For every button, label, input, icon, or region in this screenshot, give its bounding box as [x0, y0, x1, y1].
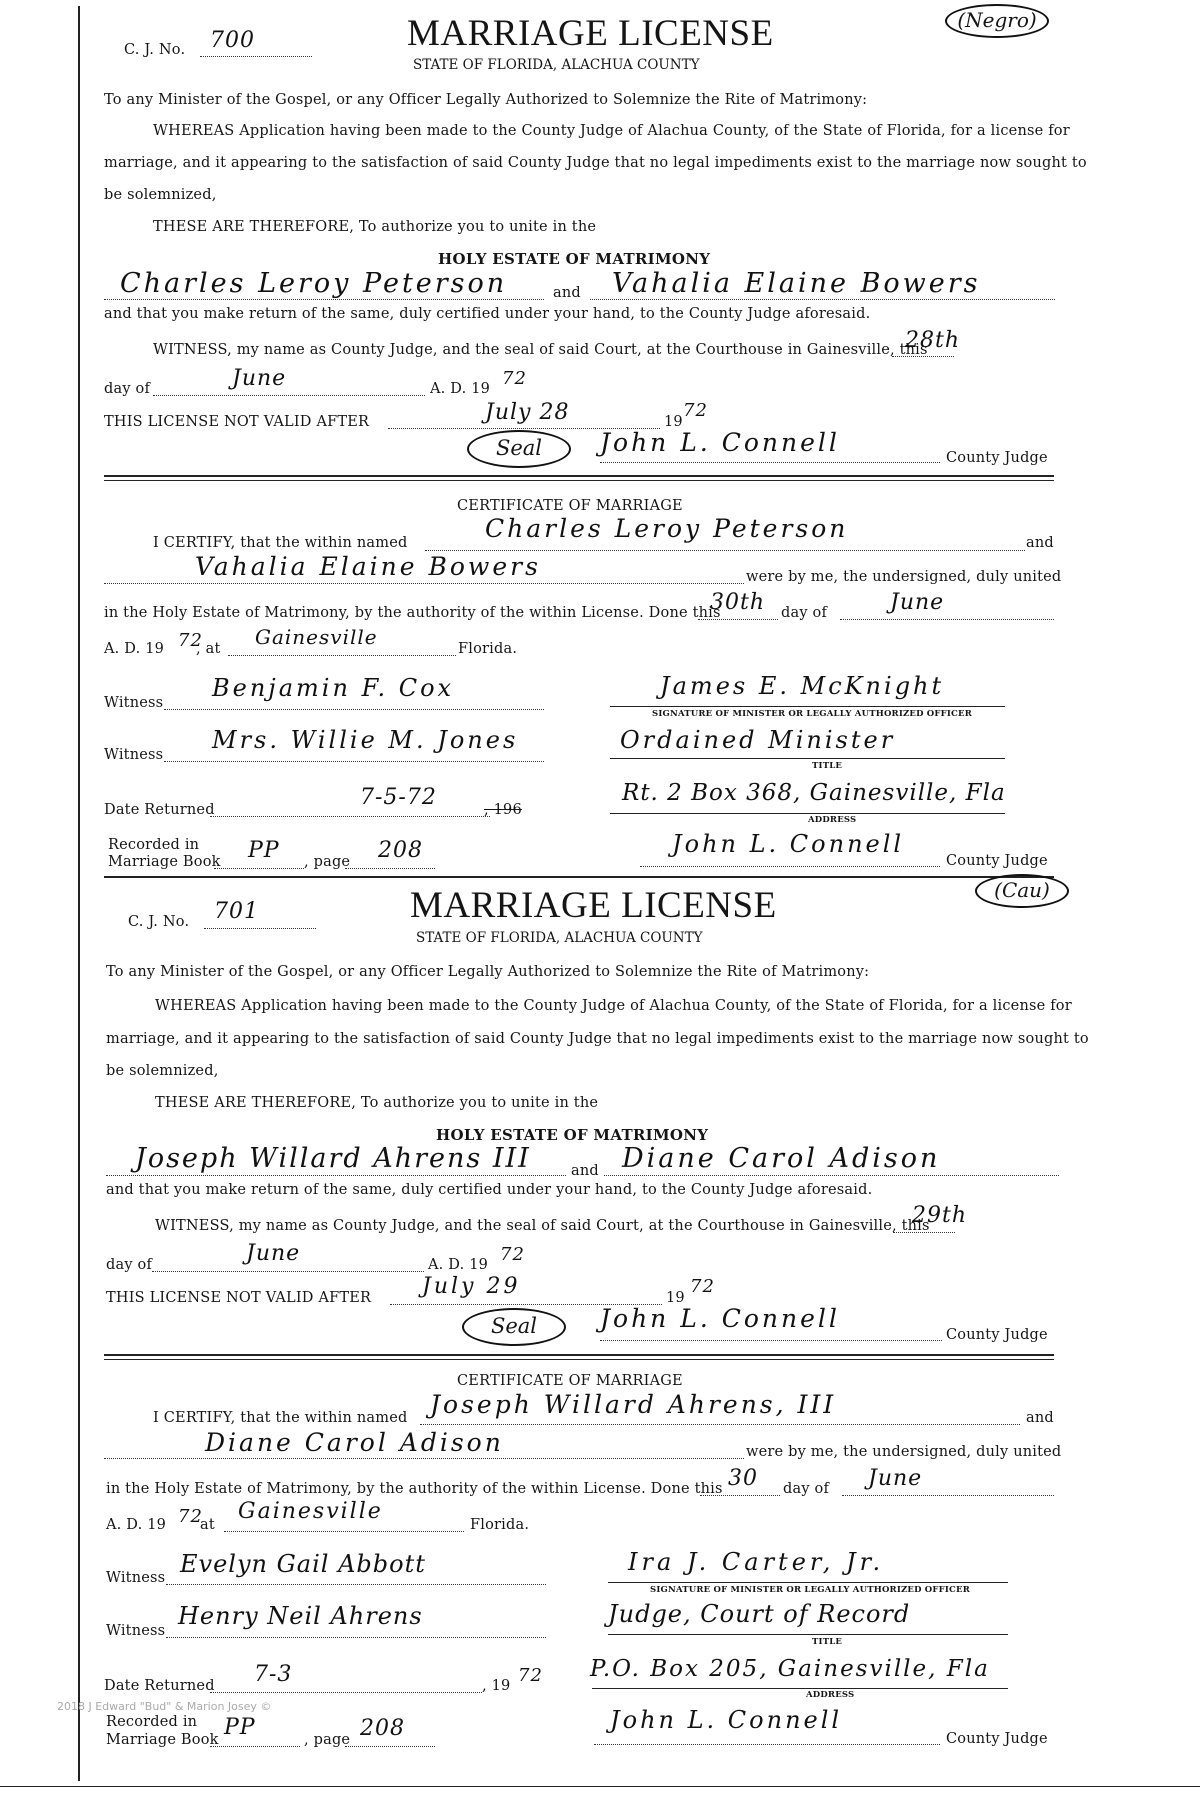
- seal-mark: Seal: [467, 430, 571, 468]
- witness-1-signature: Benjamin F. Cox: [212, 674, 455, 702]
- witness-1-line: [166, 1584, 546, 1585]
- page-left-border: [78, 6, 80, 1781]
- return-line: and that you make return of the same, duly certified under your hand, to the County Judge aforesaid.: [106, 1182, 873, 1198]
- recorder-signature: John L. Connell: [610, 1706, 843, 1734]
- holy-authority-line: in the Holy Estate of Matrimony, by the authority of the within License. Done this: [104, 605, 721, 621]
- witness-1-label: Witness: [104, 695, 164, 711]
- officer-address-line: [610, 813, 1005, 814]
- whereas-line-1: WHEREAS Application having been made to the County Judge of Alachua County, of the State of Florida, for a license for: [155, 998, 1072, 1014]
- therefore-line: THESE ARE THEREFORE, To authorize you to unite in the: [155, 1095, 599, 1111]
- judge-signature-line: [600, 462, 940, 463]
- address-caption: ADDRESS: [808, 815, 857, 825]
- witness-month-line: [153, 395, 425, 396]
- not-valid-date: July 28: [485, 400, 570, 425]
- not-valid-19: 19: [664, 414, 683, 430]
- bride-name: Vahalia Elaine Bowers: [612, 268, 981, 299]
- united-line: were by me, the undersigned, duly united: [746, 569, 1062, 585]
- date-returned-suffix: , 196: [484, 802, 522, 818]
- united-line: were by me, the undersigned, duly united: [746, 1444, 1062, 1460]
- license-separator: [104, 876, 1054, 878]
- license-subtitle: STATE OF FLORIDA, ALACHUA COUNTY: [413, 57, 700, 73]
- done-day: 30th: [710, 590, 766, 615]
- date-returned-label: Date Returned: [104, 802, 215, 818]
- seal-mark: Seal: [462, 1308, 566, 1346]
- whereas-line-2: marriage, and it appearing to the satisfaction of said County Judge that no legal impediments exist to the marriage now sought to: [106, 1031, 1089, 1047]
- address-line: To any Minister of the Gospel, or any Officer Legally Authorized to Solemnize the Rite of Matrimony:: [104, 92, 868, 108]
- witness-2-label: Witness: [106, 1623, 166, 1639]
- done-day: 30: [728, 1466, 758, 1491]
- done-month: June: [890, 590, 945, 615]
- book-line: [214, 868, 304, 869]
- cert-bride: Vahalia Elaine Bowers: [195, 552, 541, 581]
- done-day-line: [698, 619, 778, 620]
- officer-title-value: Ordained Minister: [620, 726, 896, 754]
- page-label: , page: [304, 854, 351, 870]
- bride-line: [590, 299, 1055, 300]
- witness-year: 72: [502, 368, 527, 389]
- cj-number-line: [204, 928, 316, 929]
- bride-name: Diane Carol Adison: [622, 1143, 941, 1174]
- whereas-line-3: be solemnized,: [106, 1063, 219, 1079]
- witness-1-line: [164, 709, 544, 710]
- witness-2-label: Witness: [104, 747, 164, 763]
- witness-year: 72: [500, 1244, 525, 1265]
- cj-number-label: C. J. No.: [128, 914, 190, 930]
- cert-groom-line: [420, 1424, 1020, 1425]
- recorder-line: [594, 1744, 940, 1745]
- page-label: , page: [304, 1732, 351, 1748]
- recorder-caption: County Judge: [946, 853, 1048, 869]
- ad-label: A. D. 19: [428, 1257, 489, 1273]
- done-month-line: [842, 1495, 1054, 1496]
- marriage-book-label: Marriage Book: [108, 854, 221, 870]
- cert-and-label: and: [1026, 1410, 1054, 1426]
- done-day-of-label: day of: [781, 605, 828, 621]
- and-label: and: [571, 1163, 599, 1179]
- cert-groom-line: [425, 550, 1025, 551]
- judge-signature: John L. Connell: [600, 428, 840, 457]
- cert-groom: Joseph Willard Ahrens, III: [430, 1390, 837, 1419]
- date-returned-year: 72: [518, 1665, 543, 1686]
- page-value: 208: [360, 1716, 405, 1741]
- certify-line: I CERTIFY, that the within named: [153, 535, 408, 551]
- officer-caption: SIGNATURE OF MINISTER OR LEGALLY AUTHORIZED OFFICER: [650, 1585, 970, 1595]
- witness-month: June: [232, 366, 287, 391]
- copyright-watermark: 2018 J Edward "Bud" & Marion Josey ©: [57, 1700, 272, 1713]
- holy-estate-heading: HOLY ESTATE OF MATRIMONY: [438, 250, 711, 268]
- license-title: MARRIAGE LICENSE: [407, 13, 774, 54]
- certificate-divider-thin: [104, 1359, 1054, 1360]
- at-label: , at: [196, 641, 221, 657]
- date-returned: 7-5-72: [360, 785, 437, 810]
- done-month: June: [868, 1466, 923, 1491]
- title-caption: TITLE: [812, 1637, 843, 1647]
- officer-title-line: [608, 1634, 1008, 1635]
- cert-groom: Charles Leroy Peterson: [485, 514, 849, 543]
- certificate-divider: [104, 1354, 1054, 1356]
- groom-line: [106, 1175, 566, 1176]
- race-annotation: (Cau): [975, 874, 1069, 908]
- cert-bride: Diane Carol Adison: [205, 1428, 504, 1457]
- done-month-line: [840, 619, 1054, 620]
- witness-day: 28th: [905, 328, 961, 353]
- witness-2-line: [164, 761, 544, 762]
- done-city: Gainesville: [255, 625, 378, 649]
- cert-and-label: and: [1026, 535, 1054, 551]
- done-city-line: [228, 655, 456, 656]
- county-judge-label: County Judge: [946, 1327, 1048, 1343]
- officer-address: P.O. Box 205, Gainesville, Fla: [590, 1656, 990, 1682]
- cj-number-value: 701: [214, 899, 259, 924]
- not-valid-year: 72: [683, 400, 708, 421]
- date-returned-line: [210, 1692, 482, 1693]
- groom-line: [104, 299, 544, 300]
- witness-day-line: [893, 1232, 955, 1233]
- officer-signature-line: [608, 1582, 1008, 1583]
- not-valid-label: THIS LICENSE NOT VALID AFTER: [106, 1290, 372, 1306]
- day-of-label: day of: [104, 381, 151, 397]
- whereas-line-2: marriage, and it appearing to the satisfaction of said County Judge that no legal impediments exist to the marriage now sought to: [104, 155, 1087, 171]
- done-day-of-label: day of: [783, 1481, 830, 1497]
- page-line: [345, 1746, 435, 1747]
- not-valid-date: July 29: [422, 1274, 521, 1299]
- whereas-line-1: WHEREAS Application having been made to the County Judge of Alachua County, of the State of Florida, for a license for: [153, 123, 1070, 139]
- officer-address-line: [592, 1688, 1008, 1689]
- not-valid-19: 19: [666, 1290, 685, 1306]
- witness-1-signature: Evelyn Gail Abbott: [180, 1550, 426, 1578]
- witness-month: June: [246, 1241, 301, 1266]
- witness-month-line: [152, 1271, 424, 1272]
- date-returned-suffix: , 19: [482, 1678, 511, 1694]
- done-city-line: [224, 1531, 464, 1532]
- book-value: PP: [224, 1715, 256, 1740]
- return-line: and that you make return of the same, duly certified under your hand, to the County Judge aforesaid.: [104, 306, 871, 322]
- cert-ad-label: A. D. 19: [104, 641, 165, 657]
- certificate-divider: [104, 475, 1054, 477]
- done-city: Gainesville: [238, 1499, 383, 1524]
- therefore-line: THESE ARE THEREFORE, To authorize you to unite in the: [153, 219, 597, 235]
- judge-signature: John L. Connell: [600, 1304, 840, 1333]
- address-line: To any Minister of the Gospel, or any Officer Legally Authorized to Solemnize the Rite of Matrimony:: [106, 964, 870, 980]
- not-valid-year: 72: [690, 1276, 715, 1297]
- witness-2-line: [166, 1637, 546, 1638]
- officer-address: Rt. 2 Box 368, Gainesville, Fla: [622, 780, 1006, 806]
- done-day-line: [700, 1495, 780, 1496]
- judge-signature-line: [600, 1340, 942, 1341]
- witness-statement: WITNESS, my name as County Judge, and the seal of said Court, at the Courthouse in Gainesville, this: [153, 342, 928, 358]
- book-value: PP: [248, 838, 280, 863]
- holy-authority-line: in the Holy Estate of Matrimony, by the authority of the within License. Done this: [106, 1481, 723, 1497]
- date-returned-label: Date Returned: [104, 1678, 215, 1694]
- recorder-line: [640, 866, 940, 867]
- witness-day: 29th: [912, 1203, 968, 1228]
- cert-ad-label: A. D. 19: [106, 1517, 167, 1533]
- certificate-title: CERTIFICATE OF MARRIAGE: [457, 498, 683, 514]
- page-bottom-rule: [0, 1786, 1200, 1787]
- and-label: and: [553, 285, 581, 301]
- groom-name: Joseph Willard Ahrens III: [135, 1143, 531, 1174]
- ad-label: A. D. 19: [430, 381, 491, 397]
- recorded-in-label: Recorded in: [106, 1714, 198, 1730]
- race-annotation: (Negro): [945, 4, 1049, 38]
- not-valid-label: THIS LICENSE NOT VALID AFTER: [104, 414, 370, 430]
- cert-bride-line: [104, 1458, 744, 1459]
- officer-signature: James E. McKnight: [660, 672, 945, 700]
- bride-line: [604, 1175, 1059, 1176]
- recorder-caption: County Judge: [946, 1731, 1048, 1747]
- witness-2-signature: Henry Neil Ahrens: [178, 1602, 423, 1630]
- witness-2-signature: Mrs. Willie M. Jones: [212, 726, 519, 754]
- officer-title-line: [610, 758, 1005, 759]
- florida-label: Florida.: [470, 1517, 530, 1533]
- officer-signature-line: [610, 706, 1005, 707]
- officer-signature: Ira J. Carter, Jr.: [628, 1548, 885, 1576]
- day-of-label: day of: [106, 1257, 153, 1273]
- marriage-book-label: Marriage Book: [106, 1732, 219, 1748]
- cj-number-line: [200, 56, 312, 57]
- title-caption: TITLE: [812, 761, 843, 771]
- whereas-line-3: be solemnized,: [104, 187, 217, 203]
- done-year: 72: [178, 630, 203, 651]
- county-judge-label: County Judge: [946, 450, 1048, 466]
- book-line: [210, 1746, 300, 1747]
- done-year: 72: [178, 1506, 203, 1527]
- witness-day-line: [892, 356, 954, 357]
- page-value: 208: [378, 838, 423, 863]
- recorder-signature: John L. Connell: [672, 830, 905, 858]
- cj-number-label: C. J. No.: [124, 42, 186, 58]
- date-returned: 7-3: [254, 1662, 293, 1687]
- date-returned-line: [210, 816, 490, 817]
- page-line: [345, 868, 435, 869]
- florida-label: Florida.: [458, 641, 518, 657]
- certificate-divider-thin: [104, 480, 1054, 481]
- witness-statement: WITNESS, my name as County Judge, and the seal of said Court, at the Courthouse in Gainesville, this: [155, 1218, 930, 1234]
- cj-number-value: 700: [210, 28, 255, 53]
- officer-title-value: Judge, Court of Record: [608, 1600, 911, 1628]
- certify-line: I CERTIFY, that the within named: [153, 1410, 408, 1426]
- witness-1-label: Witness: [106, 1570, 166, 1586]
- license-subtitle: STATE OF FLORIDA, ALACHUA COUNTY: [416, 930, 703, 946]
- license-title: MARRIAGE LICENSE: [410, 885, 777, 926]
- certificate-title: CERTIFICATE OF MARRIAGE: [457, 1373, 683, 1389]
- cert-bride-line: [104, 583, 744, 584]
- at-label: at: [200, 1517, 215, 1533]
- groom-name: Charles Leroy Peterson: [120, 268, 508, 299]
- address-caption: ADDRESS: [806, 1690, 855, 1700]
- holy-estate-heading: HOLY ESTATE OF MATRIMONY: [436, 1126, 709, 1144]
- recorded-in-label: Recorded in: [108, 837, 200, 853]
- officer-caption: SIGNATURE OF MINISTER OR LEGALLY AUTHORIZED OFFICER: [652, 709, 972, 719]
